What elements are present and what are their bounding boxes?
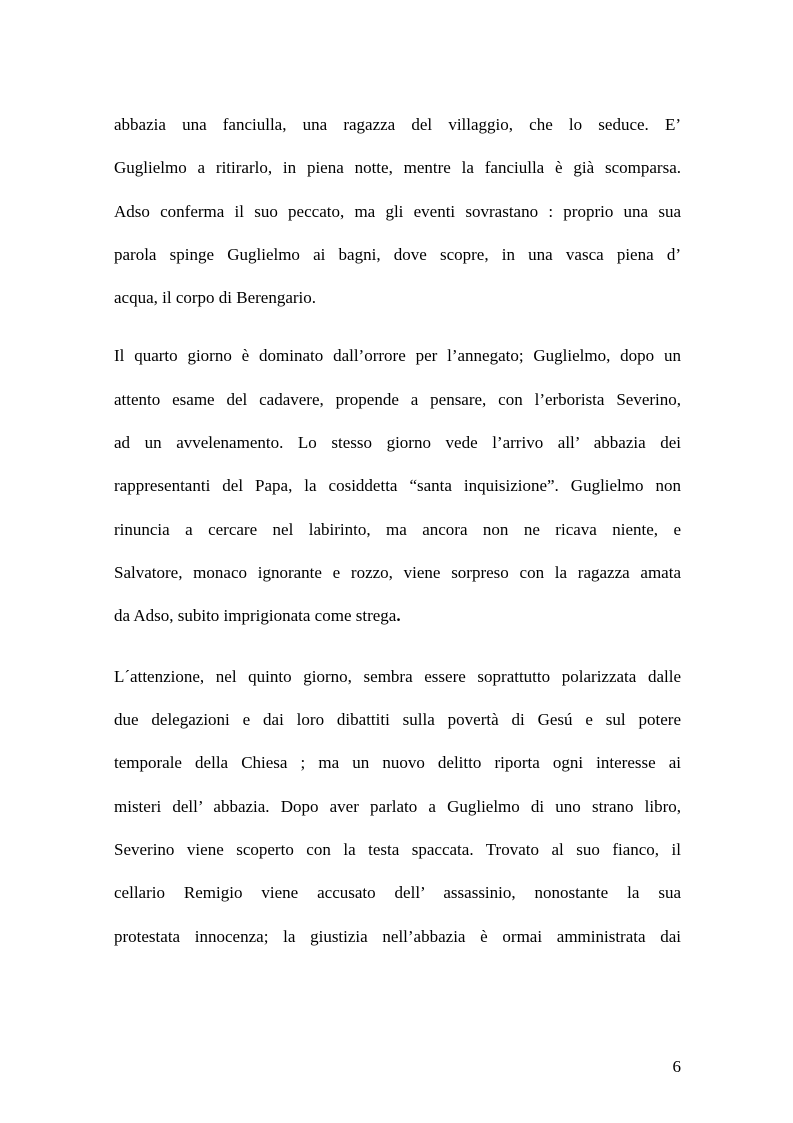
- text-line: Salvatore, monaco ignorante e rozzo, viene sorpreso con la ragazza amata: [114, 563, 681, 582]
- page-number: 6: [672, 1057, 681, 1076]
- text-line: protestata innocenza; la giustizia nell’abbazia è ormai amministrata dai: [114, 927, 681, 946]
- text-line: misteri dell’ abbazia. Dopo aver parlato a Guglielmo di uno strano libro,: [114, 797, 681, 816]
- text-line: rinuncia a cercare nel labirinto, ma ancora non ne ricava niente, e: [114, 520, 681, 539]
- text-line: cellario Remigio viene accusato dell’ assassinio, nonostante la sua: [114, 883, 681, 902]
- text-line: Il quarto giorno è dominato dall’orrore per l’annegato; Guglielmo, dopo un: [114, 346, 681, 365]
- text-line: Adso conferma il suo peccato, ma gli eventi sovrastano : proprio una sua: [114, 202, 681, 221]
- text-line: temporale della Chiesa ; ma un nuovo delitto riporta ogni interesse ai: [114, 753, 681, 772]
- text-line-content: da Adso, subito imprigionata come strega: [114, 606, 397, 625]
- text-line: abbazia una fanciulla, una ragazza del villaggio, che lo seduce. E’: [114, 115, 681, 134]
- text-line: due delegazioni e dai loro dibattiti sulla povertà di Gesú e sul potere: [114, 710, 681, 729]
- text-line: acqua, il corpo di Berengario.: [114, 288, 317, 307]
- bold-period: .: [396, 606, 401, 625]
- text-line: ad un avvelenamento. Lo stesso giorno vede l’arrivo all’ abbazia dei: [114, 433, 681, 452]
- text-line: Severino viene scoperto con la testa spaccata. Trovato al suo fianco, il: [114, 840, 681, 859]
- text-line: rappresentanti del Papa, la cosiddetta “santa inquisizione”. Guglielmo non: [114, 476, 681, 495]
- text-line: [114, 606, 681, 626]
- text-line: attento esame del cadavere, propende a pensare, con l’erborista Severino,: [114, 390, 681, 409]
- text-line: L´attenzione, nel quinto giorno, sembra essere soprattutto polarizzata dalle: [114, 667, 681, 686]
- text-line: parola spinge Guglielmo ai bagni, dove scopre, in una vasca piena d’: [114, 245, 681, 264]
- text-line: Guglielmo a ritirarlo, in piena notte, mentre la fanciulla è già scomparsa.: [114, 158, 681, 177]
